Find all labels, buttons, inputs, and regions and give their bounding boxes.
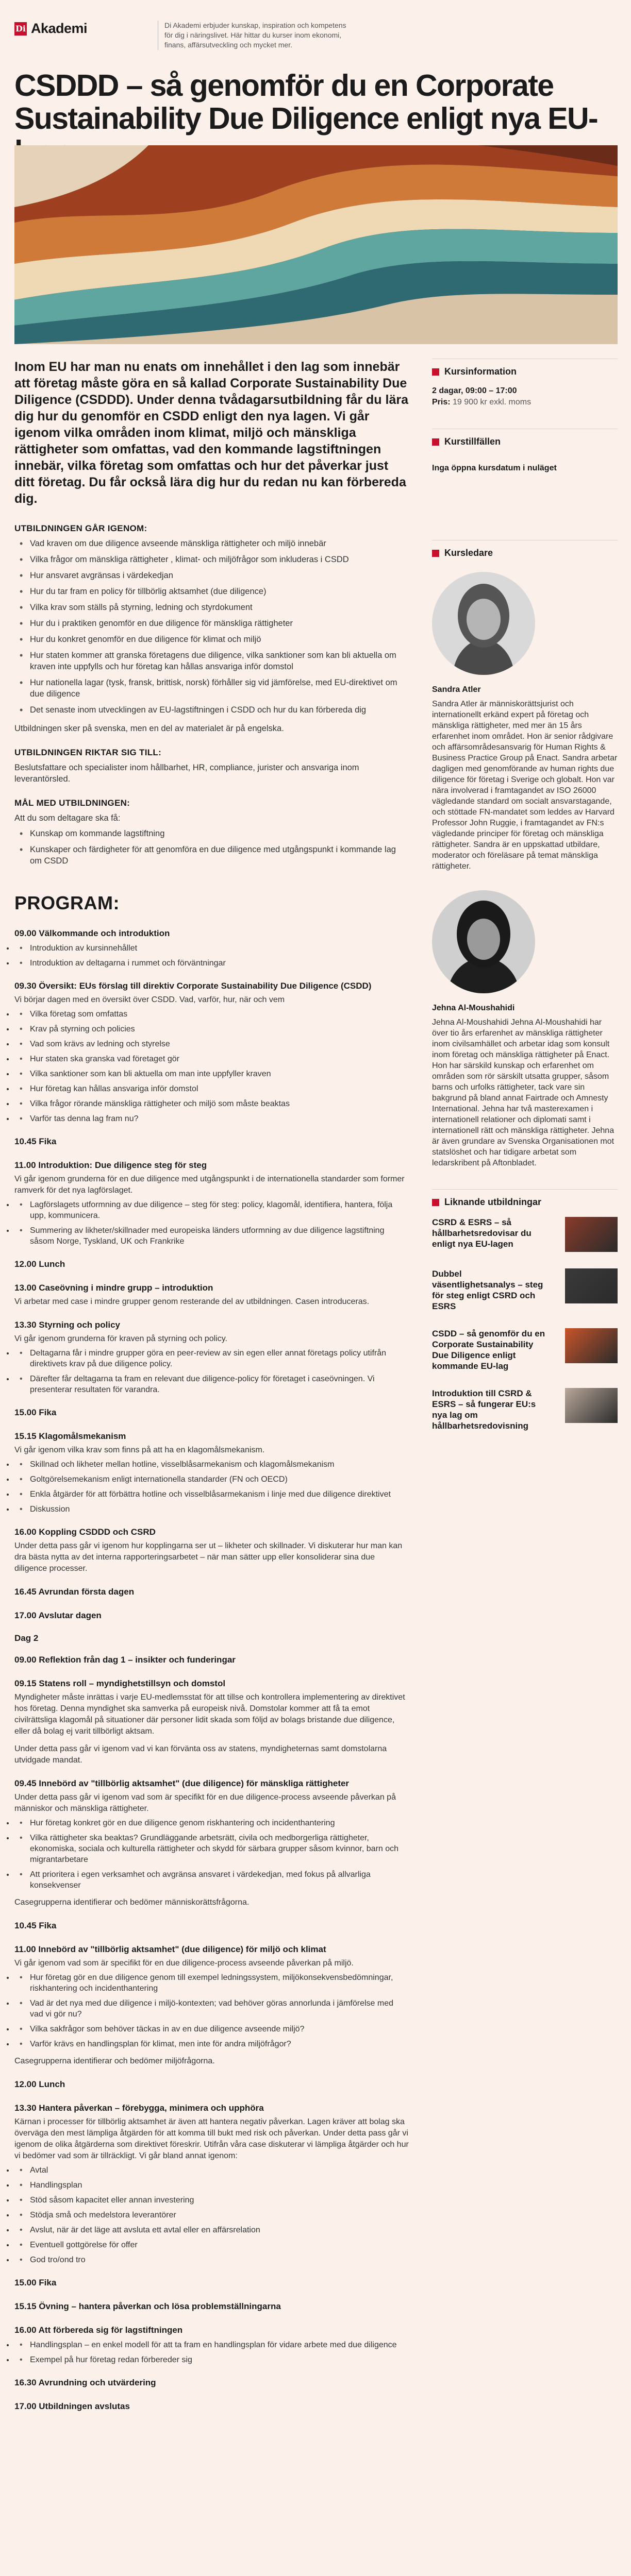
list-item: • • Summering av likheter/skillnader med europeiska länders utformning av due diligence lagstiftning såsom Norge, Tyskland, UK och Frankrike bbox=[14, 1225, 409, 1247]
program-day-2 bbox=[14, 1654, 409, 2413]
program-time-title: 15.15 Klagomålsmekanism bbox=[14, 1431, 126, 1441]
list-item: • • Vilka sanktioner som kan bli aktuella om man inte uppfyller kraven bbox=[14, 1069, 409, 1079]
list-item: • • Hur företag konkret gör en due diligence genom riskhantering och incidenthantering bbox=[14, 1818, 409, 1828]
similar-course-link[interactable] bbox=[432, 1388, 618, 1431]
list-item: • • God tro/ond tro bbox=[14, 2255, 409, 2265]
list-item: • • Hur företag kan hållas ansvariga inför domstol bbox=[14, 1083, 409, 1094]
program-block bbox=[14, 2324, 409, 2365]
program-time-title: 09.15 Statens roll – myndighetstillsyn och domstol bbox=[14, 1679, 226, 1688]
program-block bbox=[14, 1920, 409, 1932]
list-item: • • Hur staten ska granska vad företaget gör bbox=[14, 1054, 409, 1064]
program-time-title: 12.00 Lunch bbox=[14, 1259, 65, 1269]
program-block bbox=[14, 1136, 409, 1148]
program-list bbox=[14, 943, 409, 969]
program-block bbox=[14, 2300, 409, 2313]
list-item: • • Avtal bbox=[14, 2165, 409, 2176]
program-description: Vi går igenom grunderna för en due diligence med utgångspunkt i de internationella standarder som former ramverk för det nya lagförslaget. bbox=[14, 1175, 405, 1195]
similar-course-title[interactable]: Introduktion till CSRD & ESRS – så fungerar EU:s nya lag om hållbarhetsredovisning bbox=[432, 1388, 536, 1431]
list-item: • Hur du tar fram en policy för tillbörlig aktsamhet (due diligence) bbox=[14, 586, 409, 597]
program-note: Casegrupperna identifierar och bedömer människorättsfrågorna. bbox=[14, 1898, 250, 1907]
program-time-title: 13.30 Hantera påverkan – förebygga, minimera och upphöra bbox=[14, 2103, 264, 2113]
program-time-title: 09.00 Välkommande och introduktion bbox=[14, 928, 170, 938]
program-time-title: 13.00 Caseövning i mindre grupp – introduktion bbox=[14, 1283, 213, 1293]
list-item: • • Handlingsplan bbox=[14, 2180, 409, 2191]
program-description: Myndigheter måste inrättas i varje EU-medlemsstat för att tillse och kontrollera implementering av direktivet hos företag. Denna myndighet ska samverka på europeisk nivå. Domstolar kommer att få ta emot civilrättsliga klagomål på situationer där personer lidit skada som följd av bolags bristande due diligence, eller då bolag ej varit tillbörligt aktsam. bbox=[14, 1693, 405, 1736]
program-time-title: 16.00 Att förbereda sig för lagstiftningen bbox=[14, 2325, 183, 2335]
program-block bbox=[14, 1943, 409, 2067]
list-item: • Vilka frågor om mänskliga rättigheter , klimat- och miljöfrågor som inkluderas i CSDD bbox=[14, 554, 409, 565]
list-item: • • Handlingsplan – en enkel modell för att ta fram en handlingsplan för vidare arbete med due diligence bbox=[14, 2340, 409, 2350]
list-item: • • Stöd såsom kapacitet eller annan investering bbox=[14, 2195, 409, 2206]
similar-course-link[interactable] bbox=[432, 1328, 618, 1371]
program-block bbox=[14, 2377, 409, 2389]
program-list bbox=[14, 1009, 409, 1124]
list-item: • Hur nationella lagar (tysk, fransk, brittisk, norsk) förhåller sig vid jämförelse, med EU-direktivet om due diligence bbox=[14, 677, 409, 700]
program-block bbox=[14, 2400, 409, 2413]
similar-course-title[interactable]: CSRD & ESRS – så hållbarhetsredovisar du enligt nya EU-lagen bbox=[432, 1217, 532, 1249]
list-item: • • Eventuell gottgörelse för offer bbox=[14, 2240, 409, 2250]
square-icon bbox=[432, 368, 439, 376]
program-time-title: 16.00 Koppling CSDDD och CSRD bbox=[14, 1527, 156, 1537]
program-description: Vi börjar dagen med en översikt över CSDD. Vad, varför, hur, när och vem bbox=[14, 995, 285, 1004]
program-time-title: 10.45 Fika bbox=[14, 1921, 57, 1930]
sidebar bbox=[432, 359, 618, 1448]
program-block bbox=[14, 1777, 409, 1908]
list-item: • • Vad är det nya med due diligence i miljö-kontexten; vad behöver göras annorlunda i jämförelse med vad vi gör nu? bbox=[14, 1998, 409, 2020]
program-block bbox=[14, 1258, 409, 1270]
program-list bbox=[14, 1459, 409, 1515]
teacher-2-photo bbox=[432, 890, 535, 993]
list-item: • Kunskaper och färdigheter för att genomföra en due diligence med utgångspunkt i kommande lag om CSDD bbox=[14, 844, 409, 867]
list-item: • • Goltgörelsemekanism enligt internationella standarder (FN och OECD) bbox=[14, 1474, 409, 1485]
audience-text: Beslutsfattare och specialister inom hållbarhet, HR, compliance, jurister och ansvariga inom leverantörsled. bbox=[14, 763, 359, 784]
program-time-title: 17.00 Utbildningen avslutas bbox=[14, 2401, 130, 2411]
language-note: Utbildningen sker på svenska, men en del av materialet är på engelska. bbox=[14, 724, 284, 733]
course-info-title: Kursinformation bbox=[444, 366, 517, 377]
program-block bbox=[14, 2277, 409, 2289]
list-item: • • Hur företag gör en due diligence genom till exempel ledningssystem, miljökonsekvensbedömningar, riskhantering och incidenthantering bbox=[14, 1972, 409, 1994]
program-time-title: 16.30 Avrundning och utvärdering bbox=[14, 2378, 156, 2387]
program-time-title: 09.30 Översikt: EUs förslag till direktiv Corporate Sustainability Due Diligence (CSDD) bbox=[14, 981, 372, 991]
list-item: • • Lagförslagets utformning av due diligence – steg för steg: policy, klagomål, identifiera, hantera, följa upp, kommunicera. bbox=[14, 1199, 409, 1221]
hero-image bbox=[14, 145, 618, 344]
course-info-card bbox=[432, 359, 618, 408]
program-time-title: 15.00 Fika bbox=[14, 2278, 57, 2287]
list-item: • • Varför krävs en handlingsplan för klimat, men inte för andra miljöfrågor? bbox=[14, 2039, 409, 2049]
square-icon bbox=[432, 550, 439, 557]
list-item: • • Vilka sakfrågor som behöver täckas in av en due diligence avseende miljö? bbox=[14, 2024, 409, 2035]
program-list bbox=[14, 2340, 409, 2365]
outcomes-list bbox=[14, 828, 409, 867]
similar-course-link[interactable] bbox=[432, 1217, 618, 1252]
program-description: Under detta pass går vi igenom vad som är specifikt för en due diligence-process avseende påverkan på människor och mänskliga rättigheter. bbox=[14, 1793, 396, 1813]
program-description: Vi går igenom vad som är specifikt för en due diligence-process avseende påverkan på miljö. bbox=[14, 1959, 354, 1968]
program-block bbox=[14, 1609, 409, 1622]
program-block bbox=[14, 1526, 409, 1574]
similar-courses-card bbox=[432, 1189, 618, 1431]
course-thumbnail[interactable] bbox=[565, 1328, 618, 1363]
logo[interactable] bbox=[14, 21, 87, 37]
audience-heading: UTBILDNINGEN RIKTAR SIG TILL: bbox=[14, 748, 162, 757]
list-item: • • Diskussion bbox=[14, 1504, 409, 1515]
logo-mark: Di bbox=[14, 22, 27, 36]
program-block bbox=[14, 980, 409, 1124]
teacher-1-name: Sandra Atler bbox=[432, 685, 481, 694]
program-note: Under detta pass går vi igenom vad vi kan förvänta oss av statens, myndigheternas samt domstolarna utvidgade mandat. bbox=[14, 1744, 387, 1765]
program-block bbox=[14, 1586, 409, 1598]
list-item: • Hur staten kommer att granska företagens due diligence, vilka sanktioner som kan bli aktuella om kraven inte uppfylls och hur företag kan hållas ansvariga inför domstol bbox=[14, 650, 409, 672]
similar-courses-list bbox=[432, 1217, 618, 1431]
intro-lead: Inom EU har man nu enats om innehållet i den lag som innebär att företag måste göra en så kallad Corporate Sustainability Due Diligence (CSDDD). Under denna tvådagarsutbildning får du lära dig hur du genomför en CSDD enligt den nya lagen. Vi går igenom vilka områden inom klimat, miljö och mänskliga rättigheter som omfattas, vad den kommande lagstiftningen innebär, vilka företag som omfattas och hur det påverkar just ditt företag. Du får också lära dig hur du redan nu kan förbereda dig. bbox=[14, 360, 408, 506]
teachers-title: Kursledare bbox=[444, 548, 493, 558]
square-icon bbox=[432, 438, 439, 446]
program-time-title: 13.30 Styrning och policy bbox=[14, 1320, 121, 1330]
teacher-1-photo bbox=[432, 572, 535, 675]
program-day-1 bbox=[14, 927, 409, 1622]
course-dates-card bbox=[432, 429, 618, 473]
program-description: Vi går igenom grunderna för kraven på styrning och policy. bbox=[14, 1334, 227, 1343]
list-item: • Hur ansvaret avgränsas i värdekedjan bbox=[14, 570, 409, 581]
teacher-1-bio: Sandra Atler är människorättsjurist och internationellt erkänd expert på företag och mänskliga rättigheter, med mer än 15 års erfarenhet inom området. Hon är senior rådgivare och affärsområdesansvarig för Human Rights & Business Practice Group på Enact. Sandra arbetar dagligen med genomförande av human rights due diligence för företag i Sverige och globalt. Hon var nära involverad i framtagandet av ISO 26000 vägledande standard om socialt ansvarstagande, och stöttade FN-mandatet som leddes av Harvard Professor John Ruggie, i framtagandet av FN:s vägledande principer för företag och mänskliga rättigheter. Sandra är en uppskattad utbildare, moderator och föreläsare på temat mänskliga rättigheter. bbox=[432, 700, 618, 871]
logo-text: Akademi bbox=[31, 21, 88, 36]
list-item: • • Att prioritera i egen verksamhet och avgränsa ansvaret i värdekedjan, med fokus på allvarliga konsekvenser bbox=[14, 1869, 409, 1891]
program-time-title: 11.00 Introduktion: Due diligence steg för steg bbox=[14, 1160, 207, 1170]
list-item: • • Vilka rättigheter ska beaktas? Grundläggande arbetsrätt, civila och medborgerliga rättigheter, ekonomiska, sociala och kulturella rättigheter och skydd för särbara grupper såsom kvinnor, barn och migrantarbetare bbox=[14, 1833, 409, 1865]
program-list bbox=[14, 1348, 409, 1395]
course-price: Pris: 19 900 kr exkl. moms bbox=[432, 398, 532, 406]
program-block bbox=[14, 1677, 409, 1766]
square-icon bbox=[432, 1199, 439, 1206]
list-item: • • Skillnad och likheter mellan hotline, visselblåsarmekanism och klagomålsmekanism bbox=[14, 1459, 409, 1470]
program-description: Kärnan i processer för tillbörlig aktsamhet är även att hantera negativ påverkan. Lagen kräver att bolag ska överväga den mest lämpliga åtgärden för att komma till bukt med risk och påverkan. Under detta pass går vi igenom de olika åtgärderna som direktivet föreskrir. Utifrån våra case diskuterar vi lämpliga åtgärder och hur vi bedömer vad som är tillräckligt. Vi går bland annat igenom: bbox=[14, 2117, 409, 2160]
list-item: • • Enkla åtgärder för att förbättra hotline och visselblåsarmekanism i linje med due diligence direktivet bbox=[14, 1489, 409, 1500]
list-item: • • Krav på styrning och policies bbox=[14, 1024, 409, 1035]
program-block bbox=[14, 1159, 409, 1247]
list-item: • Hur du i praktiken genomför en due diligence för mänskliga rättigheter bbox=[14, 618, 409, 629]
main-content bbox=[14, 359, 409, 2424]
list-item: • Kunskap om kommande lagstiftning bbox=[14, 828, 409, 839]
goals-heading: UTBILDNINGEN GÅR IGENOM: bbox=[14, 523, 147, 533]
program-time-title: 12.00 Lunch bbox=[14, 2079, 65, 2089]
course-thumbnail[interactable] bbox=[565, 1268, 618, 1303]
program-block bbox=[14, 1406, 409, 1419]
teacher-2-name: Jehna Al-Moushahidi bbox=[432, 1004, 515, 1012]
course-duration: 2 dagar, 09:00 – 17:00 bbox=[432, 386, 517, 395]
teacher-2-bio: Jehna Al-Moushahidi Jehna Al-Moushahidi har över tio års erfarenhet av mänskliga rättigheter inom civilsamhället och arbetar idag som konsult inom företag och mänskliga rättigheter på Enact. Hon har särskild kunskap och erfarenhet om områden som rör särskilt utsatta grupper, såsom barns och urfolks rättigheter, tack vare sin bakgrund på bland annat Fairtrade och Amnesty International. Jehna har två masterexamen i internationell relationer och diplomati samt i internationell rätt och mänskliga rättigheter. Jehna är även grundare av Svenska Organisationen mot statslöshet och har tidigare arbetat som ledarskribent på Aftonbladet. bbox=[432, 1018, 615, 1167]
list-item: • • Deltagarna får i mindre grupper göra en peer-review av sin egen eller annat företags policy utifrån direktivets krav på due diligence policy. bbox=[14, 1348, 409, 1369]
tagline: Di Akademi erbjuder kunskap, inspiration och kompetens för dig i näringslivet. Här hittar du kurser inom ekonomi, finans, affärsutveckling och mycket mer. bbox=[158, 21, 354, 50]
similar-course-title[interactable]: CSDD – så genomför du en Corporate Sustainability Due Diligence enligt kommande EU-lag bbox=[432, 1329, 545, 1371]
program-time-title: 16.45 Avrundan första dagen bbox=[14, 1587, 135, 1597]
list-item: • • Introduktion av deltagarna i rummet och förväntningar bbox=[14, 958, 409, 969]
program-time-title: 15.00 Fika bbox=[14, 1408, 57, 1417]
avatar bbox=[432, 572, 535, 675]
program-block bbox=[14, 1430, 409, 1515]
program-description: Vi går igenom vilka krav som finns på att ha en klagomålsmekanism. bbox=[14, 1446, 265, 1454]
program-list bbox=[14, 1818, 409, 1891]
outcomes-heading: MÅL MED UTBILDNINGEN: bbox=[14, 798, 130, 808]
goals-list bbox=[14, 538, 409, 716]
list-item: • Det senaste inom utvecklingen av EU-lagstiftningen i CSDD och hur du kan förbereda dig bbox=[14, 704, 409, 716]
program-list bbox=[14, 2165, 409, 2265]
program-description: Under detta pass går vi igenom hur kopplingarna ser ut – likheter och skillnader. Vi diskuterar hur man kan dra bästa nytta av det interna rapporteringsarbetet – när man sätter upp eller konsoliderar sina due diligence processer. bbox=[14, 1541, 403, 1573]
list-item: • • Varför tas denna lag fram nu? bbox=[14, 1113, 409, 1124]
list-item: • • Vad som krävs av ledning och styrelse bbox=[14, 1039, 409, 1049]
program-list bbox=[14, 1972, 409, 2049]
program-time-title: 09.45 Innebörd av "tillbörlig aktsamhet" (due diligence) för mänskliga rättigheter bbox=[14, 1778, 350, 1788]
list-item: • • Vilka frågor rörande mänskliga rättigheter och miljö som måste beaktas bbox=[14, 1098, 409, 1109]
program-block bbox=[14, 1319, 409, 1395]
teachers-card bbox=[432, 540, 618, 1168]
program-note: Casegrupperna identifierar och bedömer miljöfrågorna. bbox=[14, 2057, 215, 2065]
program-block bbox=[14, 1654, 409, 1666]
program-list bbox=[14, 1199, 409, 1247]
course-dates-title: Kurstillfällen bbox=[444, 436, 501, 447]
list-item: • • Introduktion av kursinnehållet bbox=[14, 943, 409, 954]
similar-courses-title: Liknande utbildningar bbox=[444, 1197, 541, 1207]
program-description: Vi arbetar med case i mindre grupper genom resterande del av utbildningen. Casen introduceras. bbox=[14, 1297, 370, 1306]
program-time-title: 17.00 Avslutar dagen bbox=[14, 1611, 102, 1620]
program-time-title: 09.00 Reflektion från dag 1 – insikter och funderingar bbox=[14, 1655, 236, 1665]
outcomes-text: Att du som deltagare ska få: bbox=[14, 814, 121, 823]
list-item: • • Vilka företag som omfattas bbox=[14, 1009, 409, 1020]
list-item: • • Avslut, när är det läge att avsluta ett avtal eller en affärsrelation bbox=[14, 2225, 409, 2235]
list-item: • • Därefter får deltagarna ta fram en relevant due diligence-policy för företaget i caseövningen. Vi presenterar resultaten för varandra. bbox=[14, 1374, 409, 1395]
program-heading: PROGRAM: bbox=[14, 892, 120, 913]
no-dates-text: Inga öppna kursdatum i nuläget bbox=[432, 464, 557, 472]
abstract-waves-illustration bbox=[14, 145, 618, 344]
list-item: • Vad kraven om due diligence avseende mänskliga rättigheter och miljö innebär bbox=[14, 538, 409, 549]
program-time-title: 11.00 Innebörd av "tillbörlig aktsamhet" (due diligence) för miljö och klimat bbox=[14, 1944, 326, 1954]
program-time-title: 15.15 Övning – hantera påverkan och lösa problemställningarna bbox=[14, 2301, 281, 2311]
site-header bbox=[0, 0, 631, 50]
program-time-title: 10.45 Fika bbox=[14, 1137, 57, 1146]
list-item: • • Exempel på hur företag redan förbereder sig bbox=[14, 2354, 409, 2365]
similar-course-link[interactable] bbox=[432, 1268, 618, 1312]
program-block bbox=[14, 1282, 409, 1308]
program-block bbox=[14, 2078, 409, 2091]
page-title: CSDDD – så genomför du en Corporate Sustainability Due Diligence enligt nya EU- bbox=[14, 69, 598, 135]
avatar bbox=[432, 890, 535, 993]
course-thumbnail[interactable] bbox=[565, 1217, 618, 1252]
similar-course-title[interactable]: Dubbel väsentlighetsanalys – steg för steg enligt CSRD och ESRS bbox=[432, 1269, 543, 1311]
program-block bbox=[14, 927, 409, 969]
list-item: • Vilka krav som ställs på styrning, ledning och styrdokument bbox=[14, 602, 409, 613]
day-2-heading: Dag 2 bbox=[14, 1633, 39, 1643]
program-block bbox=[14, 2102, 409, 2265]
list-item: • Hur du konkret genomför en due diligence för klimat och miljö bbox=[14, 634, 409, 645]
course-thumbnail[interactable] bbox=[565, 1388, 618, 1423]
list-item: • • Stödja små och medelstora leverantörer bbox=[14, 2210, 409, 2221]
